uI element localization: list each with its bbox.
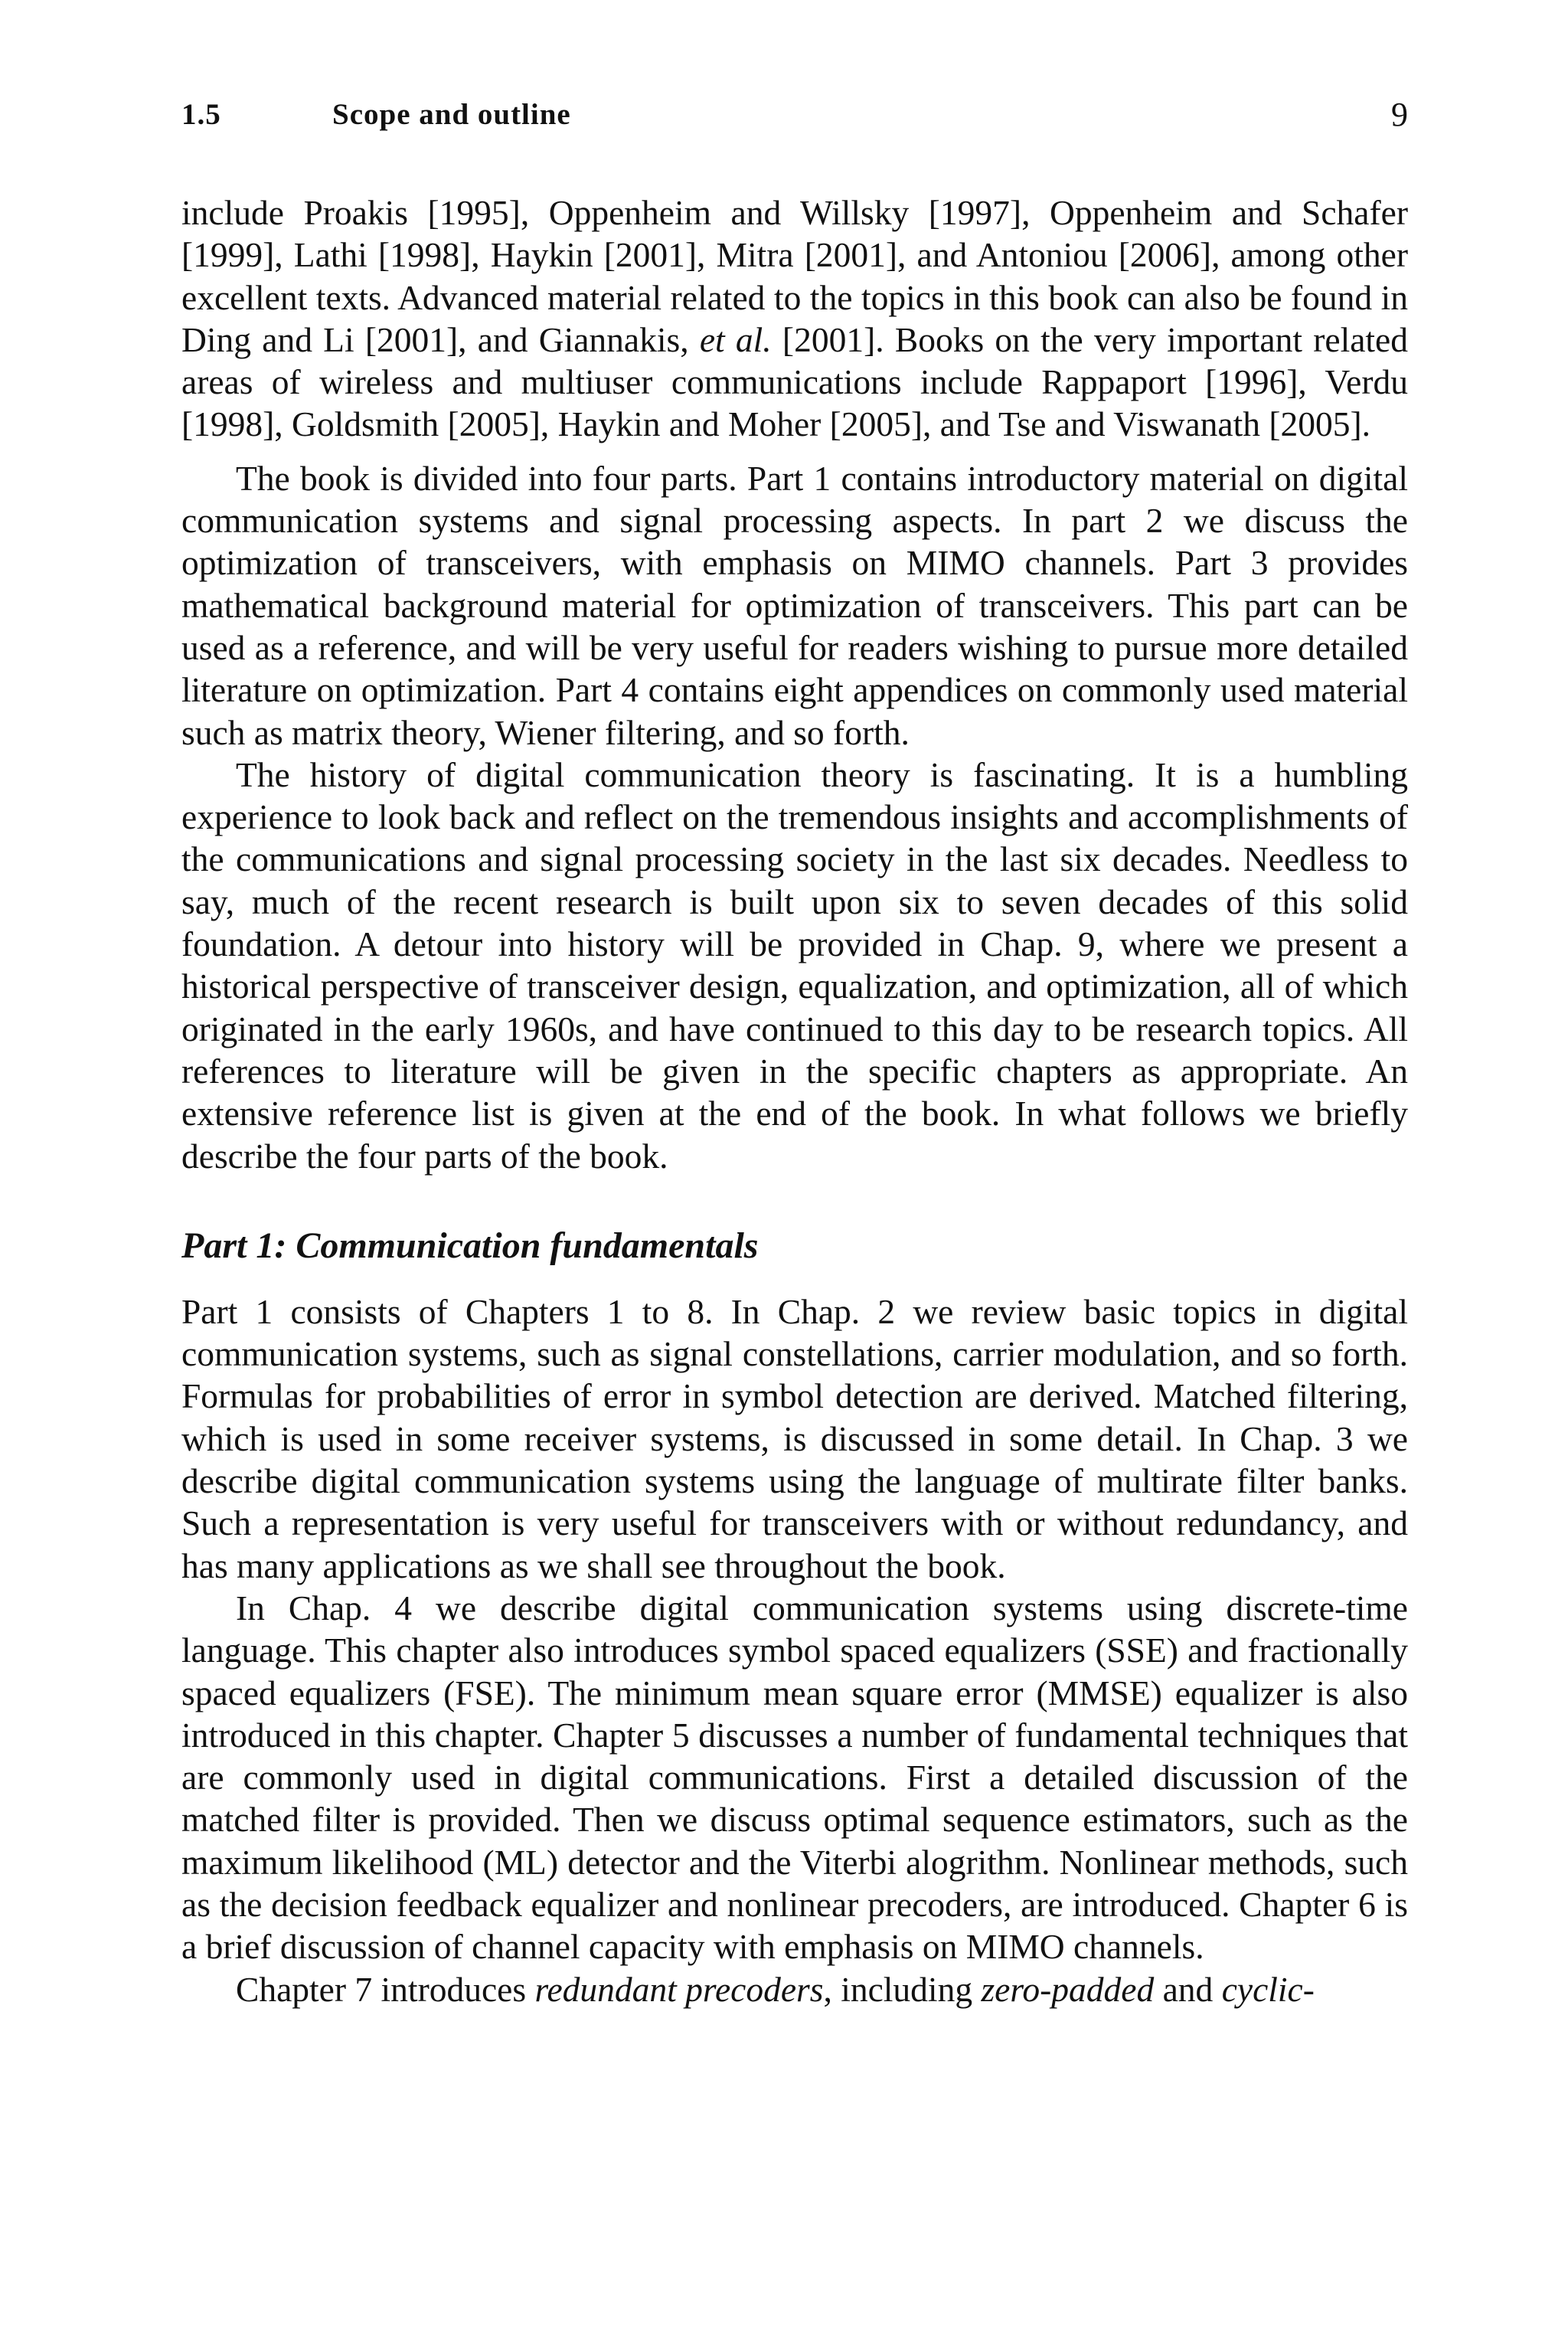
paragraph-history: The history of digital communication theory is fascinating. It is a humbling experience to look back and reflect on the tremendous insights and accomplishments of the communications and signal processing society in the last six decades. Needless to say, much of the recent research is built upon six to seven decades of this solid foundation. A detour into history will be provided in Chap. 9, where we present a historical perspective of transceiver design, equalization, and optimization, all of which originated in the early 1960s, and have continued to this day to be research topics. All references to literature will be given in the specific chapters as appropriate. An extensive reference list is given at the end of the book. In what follows we briefly describe the four parts of the book. — [181, 754, 1408, 1176]
paragraph-text: Chapter 7 introduces — [236, 1969, 535, 2009]
emphasis-text: redundant precoders — [534, 1969, 824, 2009]
emphasis-text: zero-padded — [981, 1969, 1155, 2009]
paragraph-part1-overview: Part 1 consists of Chapters 1 to 8. In Chap. 2 we review basic topics in digital communication systems, such as signal constellations, carrier modulation, and so forth. Formulas for probabilities of error in symbol detection are derived. Matched filtering, which is used in some receiver systems, is discussed in some detail. In Chap. 3 we describe digital communication systems using the language of multirate filter banks. Such a representation is very useful for transceivers with or without redundancy, and has many applications as we shall see throughout the book. — [181, 1291, 1408, 1585]
emphasis-text: et al. — [699, 319, 772, 359]
paragraph-chapter7 — [181, 1968, 1408, 2010]
page-number: 9 — [1391, 96, 1408, 133]
section-number: 1.5 — [181, 98, 221, 131]
running-head — [181, 96, 1408, 133]
emphasis-text: cyclic- — [1221, 1969, 1315, 2009]
body-text — [181, 191, 1408, 2010]
section-title: Scope and outline — [332, 98, 571, 131]
part1-heading: Part 1: Communication fundamentals — [181, 1225, 759, 1266]
paragraph-text: include Proakis [1995], Oppenheim and Willsky [1997], Oppenheim and Schafer [1999], Lathi [1998], Haykin [2001], Mitra [2001], and Antoniou [2006], among other excellent texts. Advanced material related to the topics in this book can also be found in Ding and Li [2001], and Giannakis, — [181, 193, 1408, 359]
paragraph-chapter4: In Chap. 4 we describe digital communication systems using discrete-time language. This chapter also introduces symbol spaced equalizers (SSE) and fractionally spaced equalizers (FSE). The minimum mean square error (MMSE) equalizer is also introduced in this chapter. Chapter 5 discusses a number of fundamental techniques that are commonly used in digital communications. First a detailed discussion of the matched filter is provided. Then we discuss optimal sequence estimators, such as the maximum likelihood (ML) detector and the Viterbi alogrithm. Nonlinear methods, such as the decision feedback equalizer and nonlinear precoders, are introduced. Chapter 6 is a brief discussion of channel capacity with emphasis on MIMO channels. — [181, 1588, 1408, 1967]
paragraph-book-parts: The book is divided into four parts. Part 1 contains introductory material on digital communication systems and signal processing aspects. In part 2 we discuss the optimization of transceivers, with emphasis on MIMO channels. Part 3 provides mathematical background material for optimization of transceivers. This part can be used as a reference, and will be very useful for readers wishing to pursue more detailed literature on optimization. Part 4 contains eight appendices on commonly used material such as matrix theory, Wiener filtering, and so forth. — [181, 458, 1408, 752]
paragraph-text: [2001]. Books on the very important related areas of wireless and multiuser communications include Rappaport [1996], Verdu [1998], Goldsmith [2005], Haykin and Moher [2005], and Tse and Viswanath [2005]. — [181, 319, 1408, 444]
paragraph-text: and — [1154, 1969, 1222, 2009]
paragraph-references — [181, 191, 1408, 446]
paragraph-text: , including — [823, 1969, 982, 2009]
